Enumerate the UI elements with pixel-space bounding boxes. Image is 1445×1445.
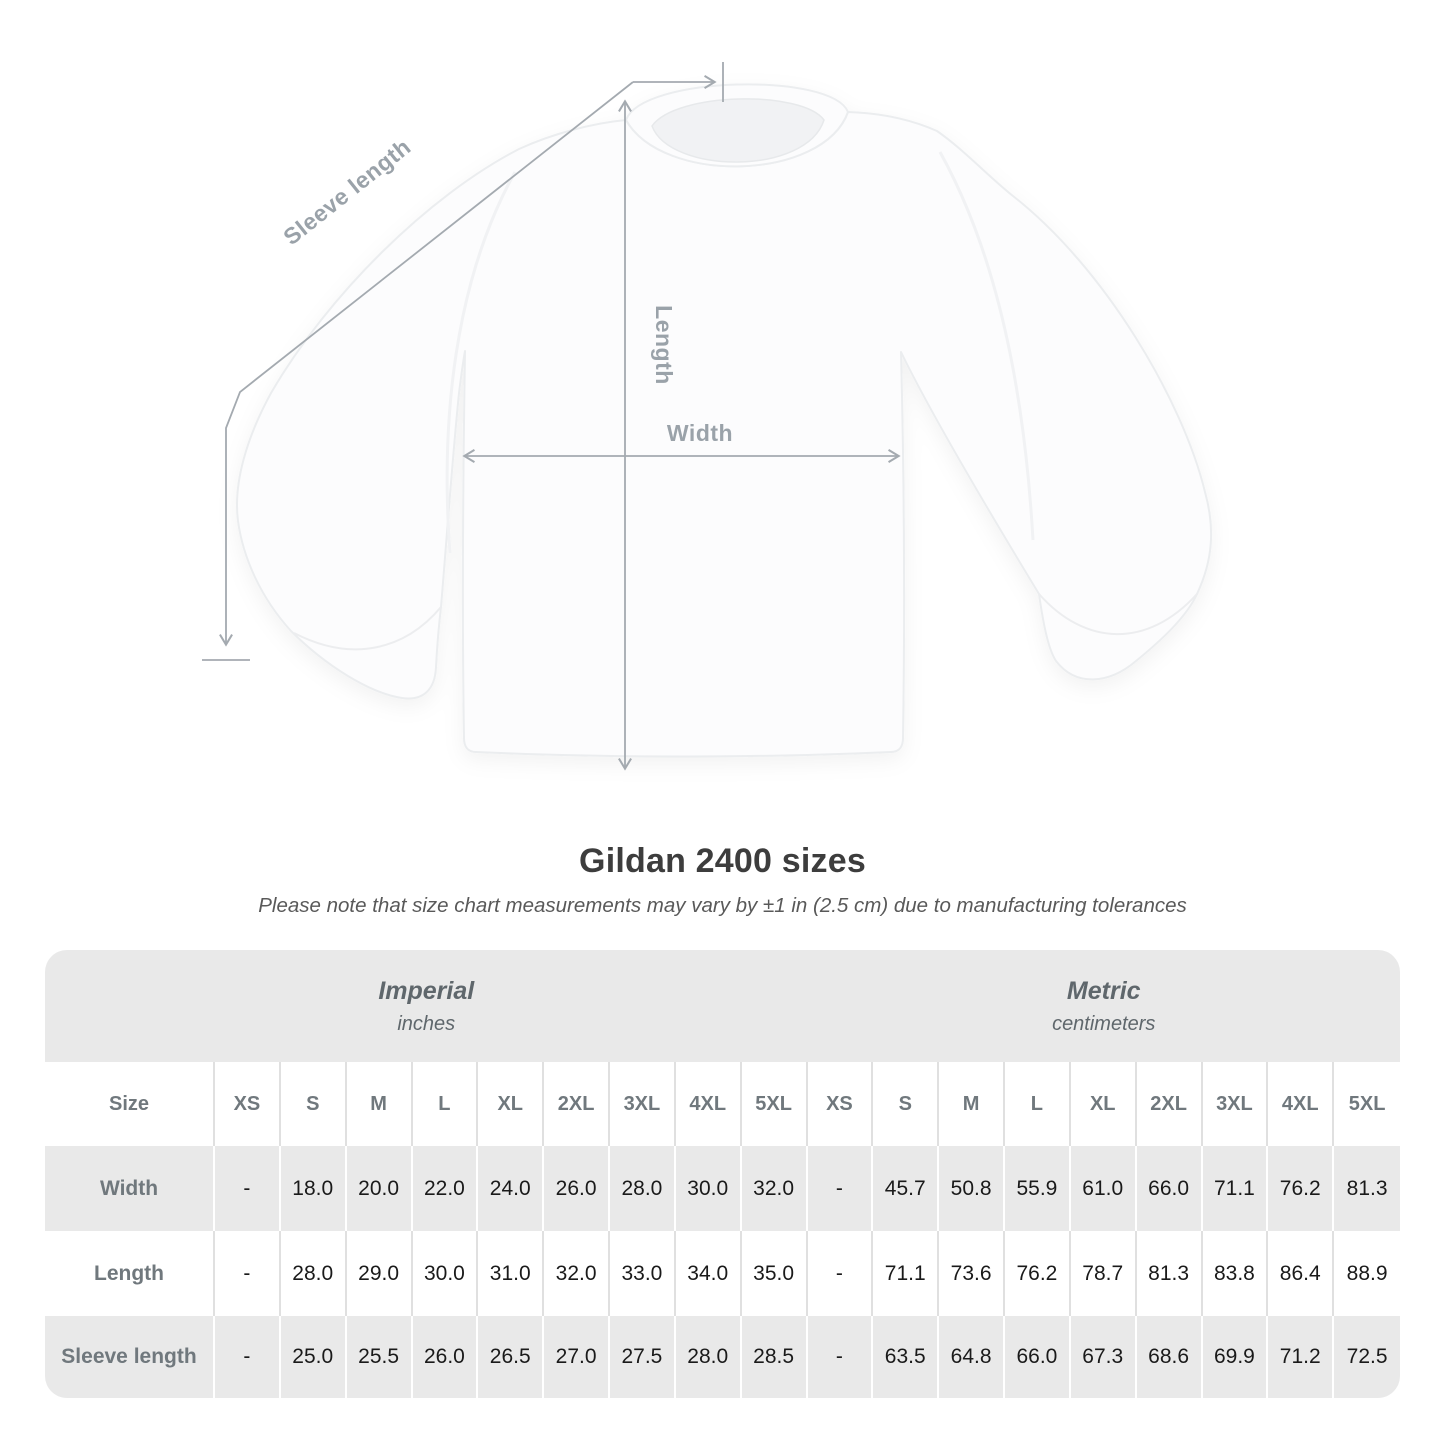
value-cell-metric: - [808, 1316, 874, 1398]
value-cell-metric: 64.8 [939, 1316, 1005, 1398]
value-cell-imperial: 26.5 [478, 1316, 544, 1398]
value-cell-imperial: 20.0 [347, 1146, 413, 1231]
value-cell-metric: 68.6 [1137, 1316, 1203, 1398]
value-cell-metric: 72.5 [1334, 1316, 1400, 1398]
metric-section-header [808, 950, 1401, 1062]
value-cell-imperial: 35.0 [742, 1231, 808, 1316]
value-cell-imperial: 26.0 [544, 1146, 610, 1231]
size-table [45, 950, 1400, 1398]
value-cell-imperial: 28.0 [676, 1316, 742, 1398]
length-annotation: Length [651, 305, 677, 385]
value-cell-imperial: 32.0 [544, 1231, 610, 1316]
value-cell-metric: 71.2 [1268, 1316, 1334, 1398]
size-header-metric: XS [808, 1062, 874, 1146]
value-cell-metric: 55.9 [1005, 1146, 1071, 1231]
value-cell-metric: 50.8 [939, 1146, 1005, 1231]
value-cell-metric: 45.7 [873, 1146, 939, 1231]
size-header-metric: XL [1071, 1062, 1137, 1146]
value-cell-metric: 76.2 [1268, 1146, 1334, 1231]
value-cell-metric: 67.3 [1071, 1316, 1137, 1398]
page-title: Gildan 2400 sizes [579, 842, 866, 880]
value-cell-imperial: 34.0 [676, 1231, 742, 1316]
width-annotation: Width [666, 420, 734, 446]
size-header-metric: 4XL [1268, 1062, 1334, 1146]
size-header-metric: 2XL [1137, 1062, 1203, 1146]
value-cell-metric: 66.0 [1005, 1316, 1071, 1398]
value-cell-metric: 76.2 [1005, 1231, 1071, 1316]
value-cell-metric: 86.4 [1268, 1231, 1334, 1316]
size-header-metric: S [873, 1062, 939, 1146]
value-cell-imperial: 22.0 [413, 1146, 479, 1231]
metric-section-title: Metric [1066, 976, 1141, 1005]
sleeve-length-annotation: Sleeve length [278, 133, 416, 251]
value-cell-imperial: 28.0 [281, 1231, 347, 1316]
size-header-imperial: 3XL [610, 1062, 676, 1146]
value-cell-metric: 81.3 [1334, 1146, 1400, 1231]
value-cell-imperial: 31.0 [478, 1231, 544, 1316]
value-cell-imperial: - [215, 1146, 281, 1231]
value-cell-imperial: 27.0 [544, 1316, 610, 1398]
imperial-section-title: Imperial [378, 976, 475, 1005]
value-cell-metric: 71.1 [873, 1231, 939, 1316]
value-cell-imperial: 28.0 [610, 1146, 676, 1231]
value-cell-imperial: 25.0 [281, 1316, 347, 1398]
value-cell-imperial: 30.0 [676, 1146, 742, 1231]
value-cell-imperial: 24.0 [478, 1146, 544, 1231]
value-cell-metric: 71.1 [1203, 1146, 1269, 1231]
value-cell-metric: - [808, 1231, 874, 1316]
value-cell-imperial: 33.0 [610, 1231, 676, 1316]
value-cell-metric: - [808, 1146, 874, 1231]
value-cell-imperial: 32.0 [742, 1146, 808, 1231]
size-header-imperial: S [281, 1062, 347, 1146]
value-cell-imperial: 28.5 [742, 1316, 808, 1398]
size-column-header: Size [45, 1062, 215, 1146]
row-label: Width [45, 1146, 215, 1231]
value-cell-metric: 81.3 [1137, 1231, 1203, 1316]
size-header-imperial: XS [215, 1062, 281, 1146]
size-header-imperial: XL [478, 1062, 544, 1146]
size-header-imperial: M [347, 1062, 413, 1146]
value-cell-metric: 73.6 [939, 1231, 1005, 1316]
tolerance-note: Please note that size chart measurements may vary by ±1 in (2.5 cm) due to manufacturing tolerances [258, 894, 1187, 917]
value-cell-metric: 78.7 [1071, 1231, 1137, 1316]
value-cell-metric: 83.8 [1203, 1231, 1269, 1316]
value-cell-imperial: 27.5 [610, 1316, 676, 1398]
size-header-metric: 5XL [1334, 1062, 1400, 1146]
value-cell-imperial: 25.5 [347, 1316, 413, 1398]
size-header-imperial: 5XL [742, 1062, 808, 1146]
value-cell-imperial: 18.0 [281, 1146, 347, 1231]
value-cell-metric: 61.0 [1071, 1146, 1137, 1231]
row-label: Sleeve length [45, 1316, 215, 1398]
value-cell-imperial: - [215, 1231, 281, 1316]
row-label: Length [45, 1231, 215, 1316]
size-header-imperial: 4XL [676, 1062, 742, 1146]
value-cell-imperial: 26.0 [413, 1316, 479, 1398]
value-cell-imperial: 30.0 [413, 1231, 479, 1316]
value-cell-metric: 63.5 [873, 1316, 939, 1398]
metric-section-unit: centimeters [1052, 1012, 1156, 1035]
value-cell-metric: 69.9 [1203, 1316, 1269, 1398]
value-cell-imperial: 29.0 [347, 1231, 413, 1316]
imperial-section-unit: inches [397, 1012, 456, 1035]
value-cell-metric: 88.9 [1334, 1231, 1400, 1316]
size-header-metric: 3XL [1203, 1062, 1269, 1146]
size-header-imperial: L [413, 1062, 479, 1146]
size-header-imperial: 2XL [544, 1062, 610, 1146]
value-cell-imperial: - [215, 1316, 281, 1398]
size-header-metric: M [939, 1062, 1005, 1146]
value-cell-metric: 66.0 [1137, 1146, 1203, 1231]
imperial-section-header [45, 950, 808, 1062]
size-header-metric: L [1005, 1062, 1071, 1146]
